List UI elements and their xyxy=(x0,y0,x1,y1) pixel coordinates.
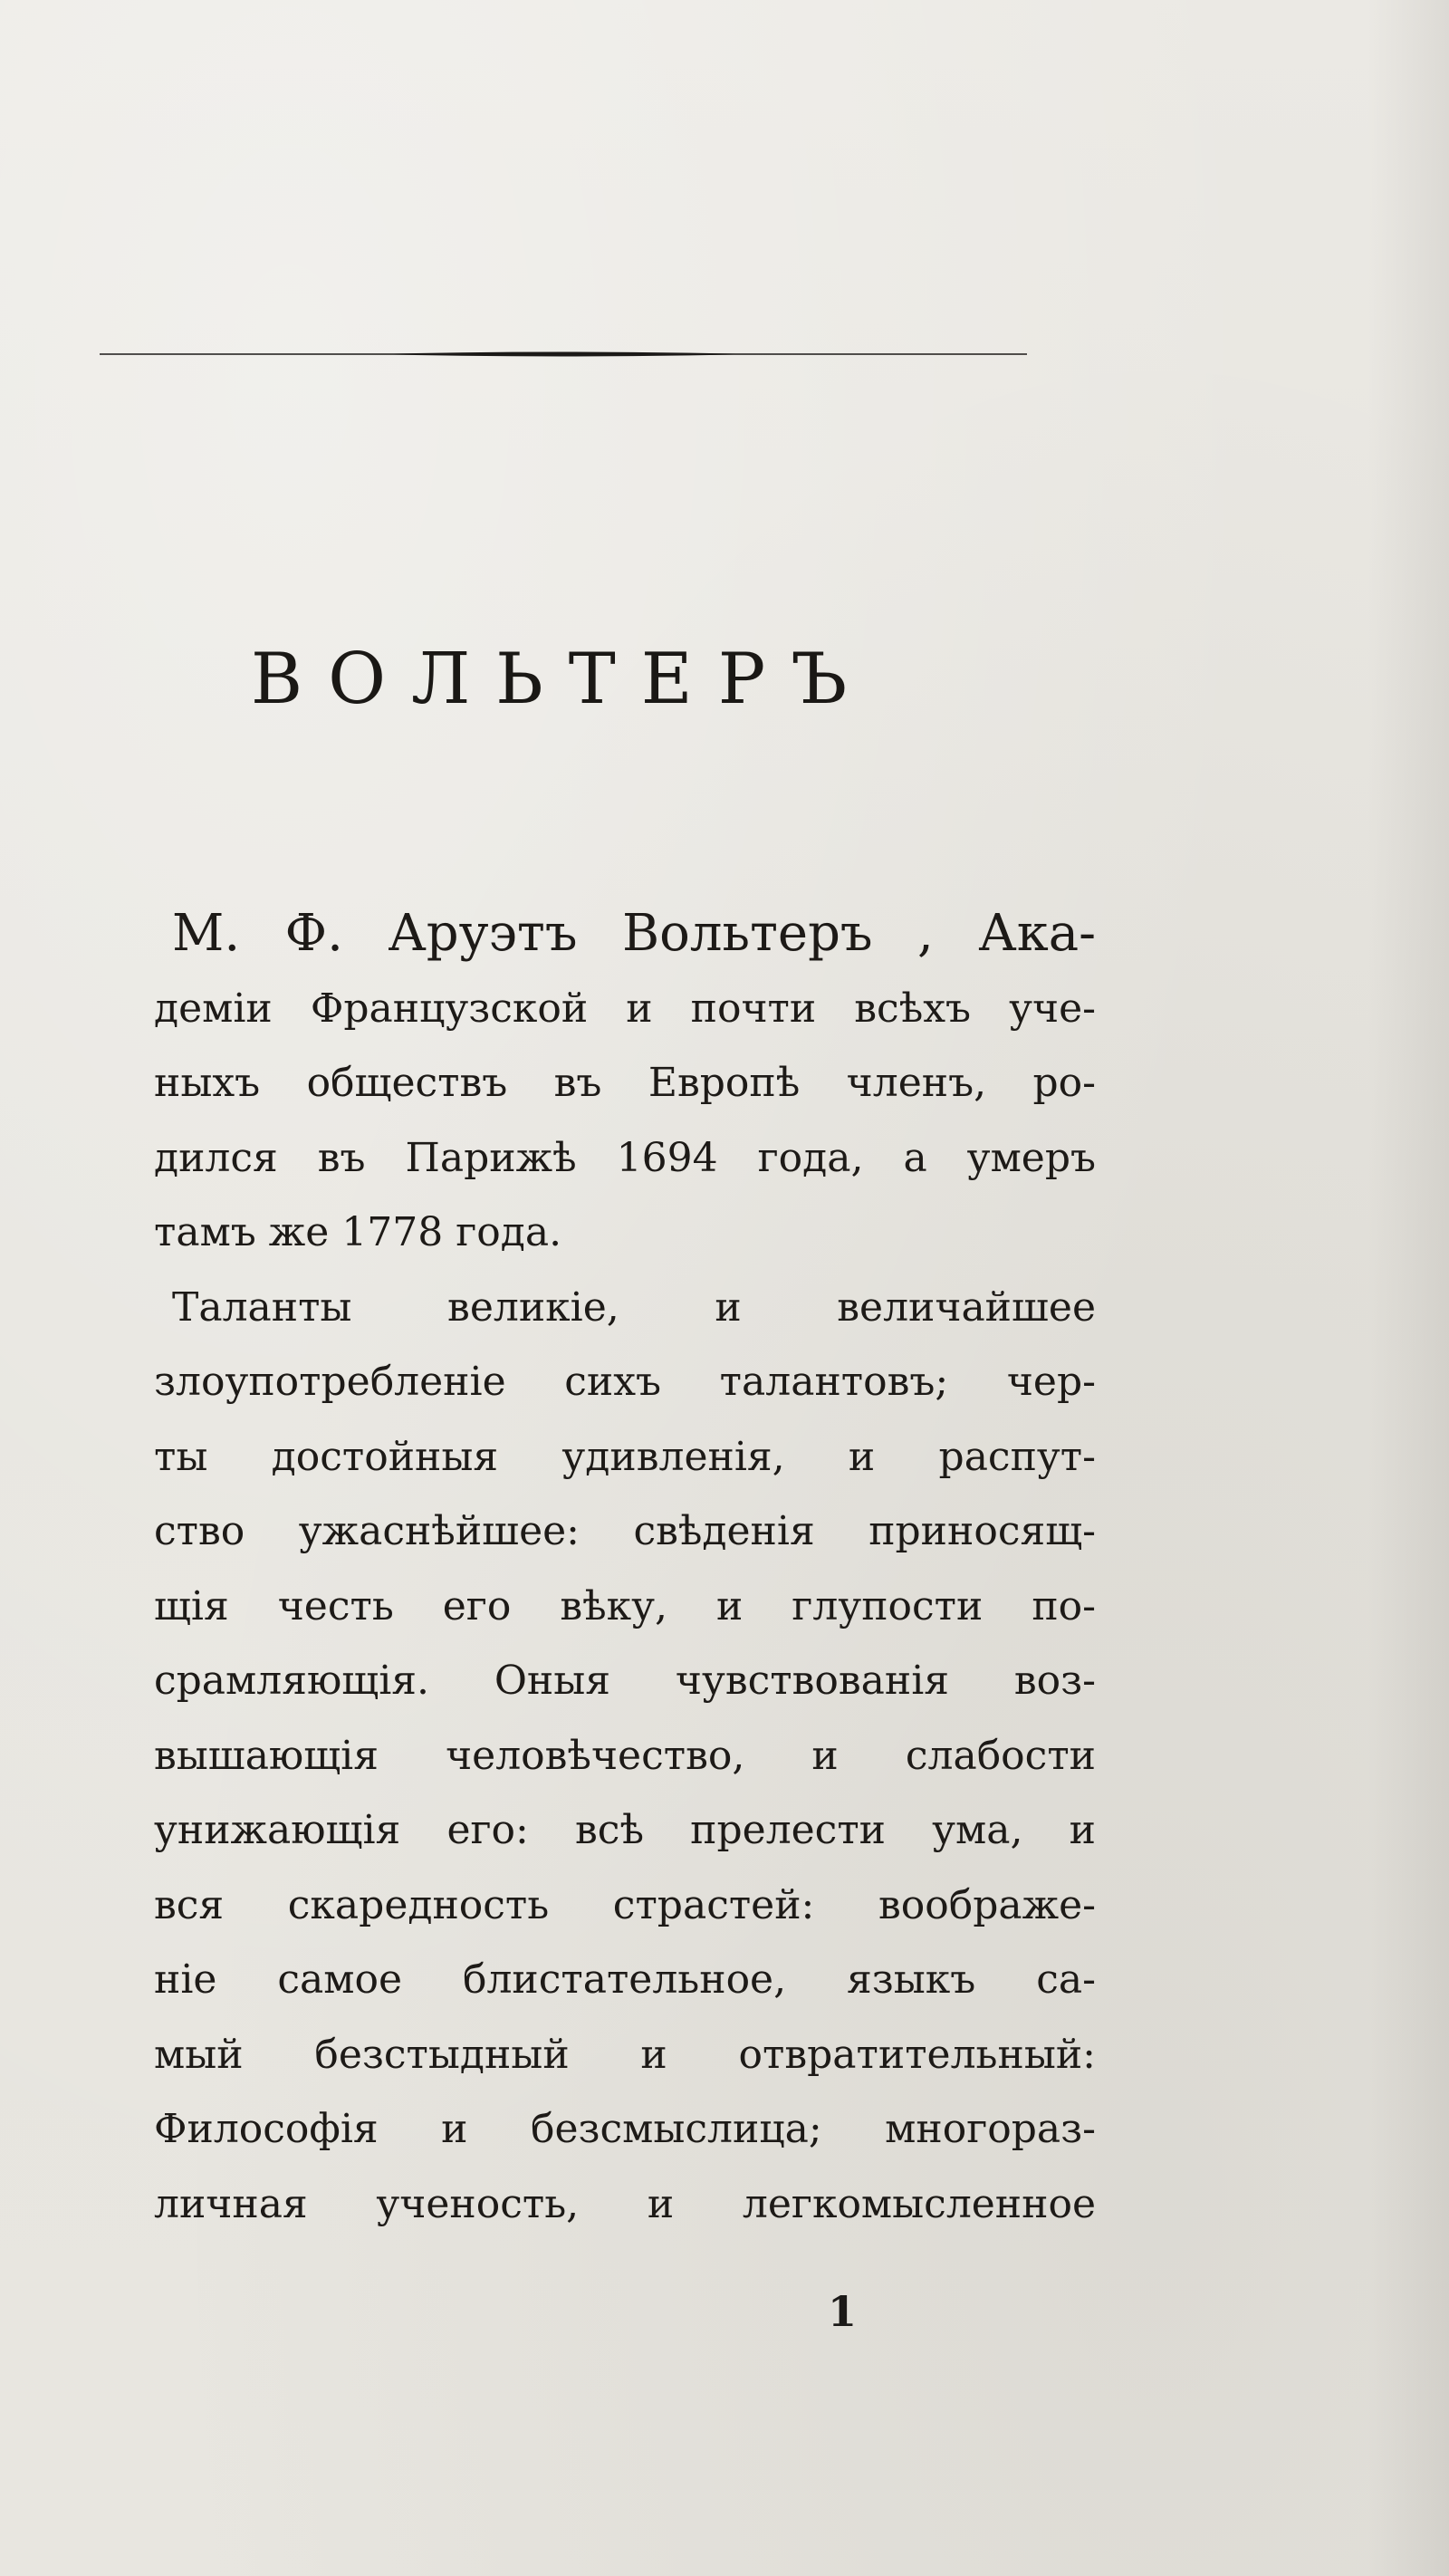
text-line: ты достойныя удивленія, и распут- xyxy=(154,1433,1096,1480)
page-edge-shadow xyxy=(1367,0,1449,2576)
body-text xyxy=(154,897,1096,2242)
page-title: ВОЛЬТЕРЪ xyxy=(250,639,873,720)
text-line: мый безстыдный и отвратительный: xyxy=(154,2031,1096,2078)
text-line: М. Ф. Аруэтъ Вольтеръ , Ака- xyxy=(172,904,1096,963)
text-line: ство ужаснѣйшее: свѣденія приносящ- xyxy=(154,1508,1096,1554)
text-line: срамляющія. Оныя чувствованія воз- xyxy=(154,1658,1096,1704)
text-line: вышающія человѣчество, и слабости xyxy=(154,1732,1096,1779)
text-line: Философія и безсмыслица; многораз- xyxy=(154,2106,1096,2152)
text-line: ныхъ обществъ въ Европѣ членъ, ро- xyxy=(154,1060,1096,1106)
text-line: щія честь его вѣку, и глупости по- xyxy=(154,1582,1096,1629)
decorative-rule xyxy=(100,350,1027,359)
page-number: 1 xyxy=(827,2287,857,2336)
text-line: личная ученость, и легкомысленное xyxy=(154,2180,1096,2227)
text-line: дился въ Парижѣ 1694 года, а умеръ xyxy=(154,1134,1096,1181)
text-line: злоупотребленіе сихъ талантовъ; чер- xyxy=(154,1359,1096,1405)
text-line: ніе самое блистательное, языкъ са- xyxy=(154,1956,1096,2003)
text-line: деміи Французской и почти всѣхъ уче- xyxy=(154,985,1096,1032)
text-line: унижающія его: всѣ прелести ума, и xyxy=(154,1807,1096,1853)
text-line: вся скаредность страстей: воображе- xyxy=(154,1881,1096,1928)
text-line: Таланты великіе, и величайшее xyxy=(172,1283,1096,1331)
text-line: тамъ же 1778 года. xyxy=(154,1209,562,1255)
